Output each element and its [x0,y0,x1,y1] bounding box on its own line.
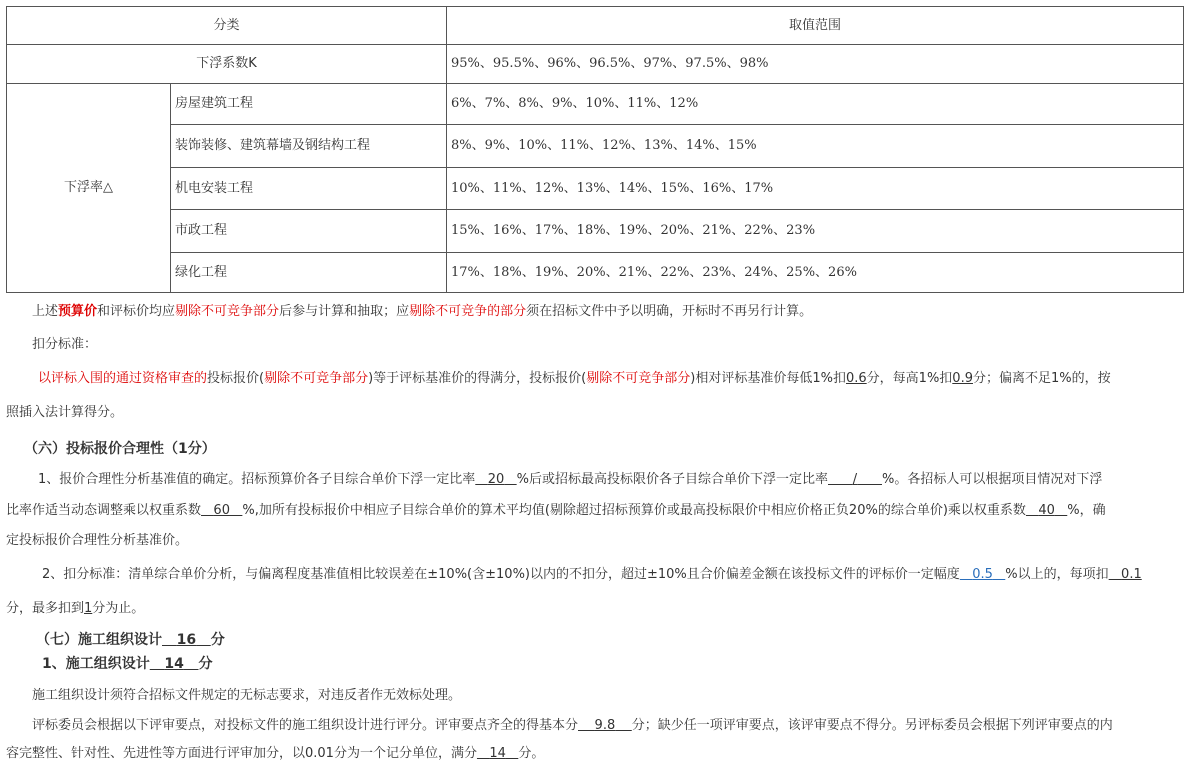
text: 上述 [32,304,59,319]
value-high-deduct: 0.9 [952,371,973,386]
text-exclude: 剔除不可竞争部分 [175,304,280,319]
sec6-p2-line2 [6,595,1186,623]
value-base-score: 9.8 [594,718,616,733]
value-deviation: 0.5 [972,567,993,582]
text: %。各招标人可以根据项目情况对下浮 [881,472,1103,487]
text: 和评标价均应 [97,304,176,319]
k-label: 下浮系数K [7,45,447,84]
text: 分，最多扣到 [6,601,85,616]
text: %，确 [1067,503,1106,518]
value-limit-rate: / [852,472,858,487]
value-max-deduct: 1 [84,601,93,616]
paragraph-review-line1 [6,712,1191,740]
text: 比率作适当动态调整乘以权重系数 [6,503,202,518]
value-item-deduct: 0.1 [1121,567,1142,582]
text: %以上的，每项扣 [1005,567,1109,582]
paragraph-deduct-line2: 照插入法计算得分。 [6,405,124,420]
text: 1、施工组织设计 [42,656,150,672]
text: 分；缺少任一项评审要点，该评审要点不得分。另评标委员会根据下列评审要点的内 [631,718,1113,733]
paragraph-deduct [6,365,1191,393]
text: 分 [198,656,213,672]
rate-row-values: 15%、16%、17%、18%、19%、20%、21%、22%、23% [447,210,1184,253]
rate-row-name: 房屋建筑工程 [171,84,447,125]
deduct-title: 扣分标准： [32,337,98,352]
paragraph-exclusion [6,298,1191,326]
header-category: 分类 [7,7,447,45]
header-range: 取值范围 [447,7,1184,45]
text: 须在招标文件中予以明确，开标时不再另行计算。 [526,304,813,319]
section-6-title: （六）投标报价合理性（1分） [24,441,216,457]
value-sec7-score: 16 [176,632,197,648]
text: 后参与计算和抽取；应 [279,304,410,319]
rate-row-values: 6%、7%、8%、9%、10%、11%、12% [447,84,1184,125]
rate-row-name: 市政工程 [171,210,447,253]
text: )相对评标基准价每低1%扣 [690,371,846,386]
text: 分为止。 [92,601,145,616]
value-weight-2: 40 [1038,503,1055,518]
text: %后或招标最高投标限价各子目综合单价下浮一定比率 [516,472,828,487]
text: 评标委员会根据以下评审要点，对投标文件的施工组织设计进行评分。评审要点齐全的得基本分 [32,718,579,733]
sec6-p1-line1 [6,466,1191,494]
text: 投标报价( [207,371,265,386]
paragraph-invalid: 施工组织设计须符合招标文件规定的无标志要求，对违反者作无效标处理。 [32,688,462,703]
rate-row-name: 机电安装工程 [171,168,447,210]
text: 分 [210,632,225,648]
section-7-1-title [6,650,1191,678]
value-full-score: 14 [489,746,506,761]
text-bid-condition: 以评标入围的通过资格审查的 [38,371,208,386]
text: 容完整性、针对性、先进性等方面进行评审加分，以0.01分为一个记分单位，满分 [6,746,477,761]
text: %,加所有投标报价中相应子目综合单价的算术平均值(剔除超过招标预算价或最高投标限价中相应价格正负20%的综合单价)乘以权重系数 [242,503,1026,518]
text: 2、扣分标准：清单综合单价分析，与偏离程度基准值相比较误差在±10%(含±10%)以内的不扣分，超过±10%且合价偏差金额在该投标文件的评标价一定幅度 [42,567,960,582]
rate-row-values: 17%、18%、19%、20%、21%、22%、23%、24%、25%、26% [447,253,1184,293]
sec6-p1-line3: 定投标报价合理性分析基准价。 [6,533,189,548]
text-budget-price: 预算价 [58,304,98,319]
sec6-p1-line2 [6,497,1186,525]
text-exclude: 剔除不可竞争的部分 [409,304,527,319]
text: 分；偏离不足1%的，按 [972,371,1111,386]
sec6-p2-line1 [6,561,1191,589]
text: 分。 [518,746,545,761]
text-exclude: 剔除不可竞争部分 [586,371,691,386]
rate-row-name: 绿化工程 [171,253,447,293]
rate-row-name: 装饰装修、建筑幕墙及钢结构工程 [171,125,447,168]
text: 1、报价合理性分析基准值的确定。招标预算价各子目综合单价下浮一定比率 [38,472,476,487]
paragraph-review-line2 [6,740,1186,768]
value-budget-rate: 20 [487,472,505,487]
value-low-deduct: 0.6 [845,371,867,386]
value-weight-1: 60 [213,503,230,518]
rate-row-values: 8%、9%、10%、11%、12%、13%、14%、15% [447,125,1184,168]
rate-label: 下浮率△ [7,84,171,293]
text: （七）施工组织设计 [36,632,162,648]
text-exclude: 剔除不可竞争部分 [264,371,369,386]
text: 分，每高1%扣 [866,371,953,386]
float-rate-table [6,6,1184,293]
k-values: 95%、95.5%、96%、96.5%、97%、97.5%、98% [447,45,1184,84]
value-sec7-1-score: 14 [164,656,184,672]
rate-row-values: 10%、11%、12%、13%、14%、15%、16%、17% [447,168,1184,210]
text: )等于评标基准价的得满分，投标报价( [368,371,587,386]
